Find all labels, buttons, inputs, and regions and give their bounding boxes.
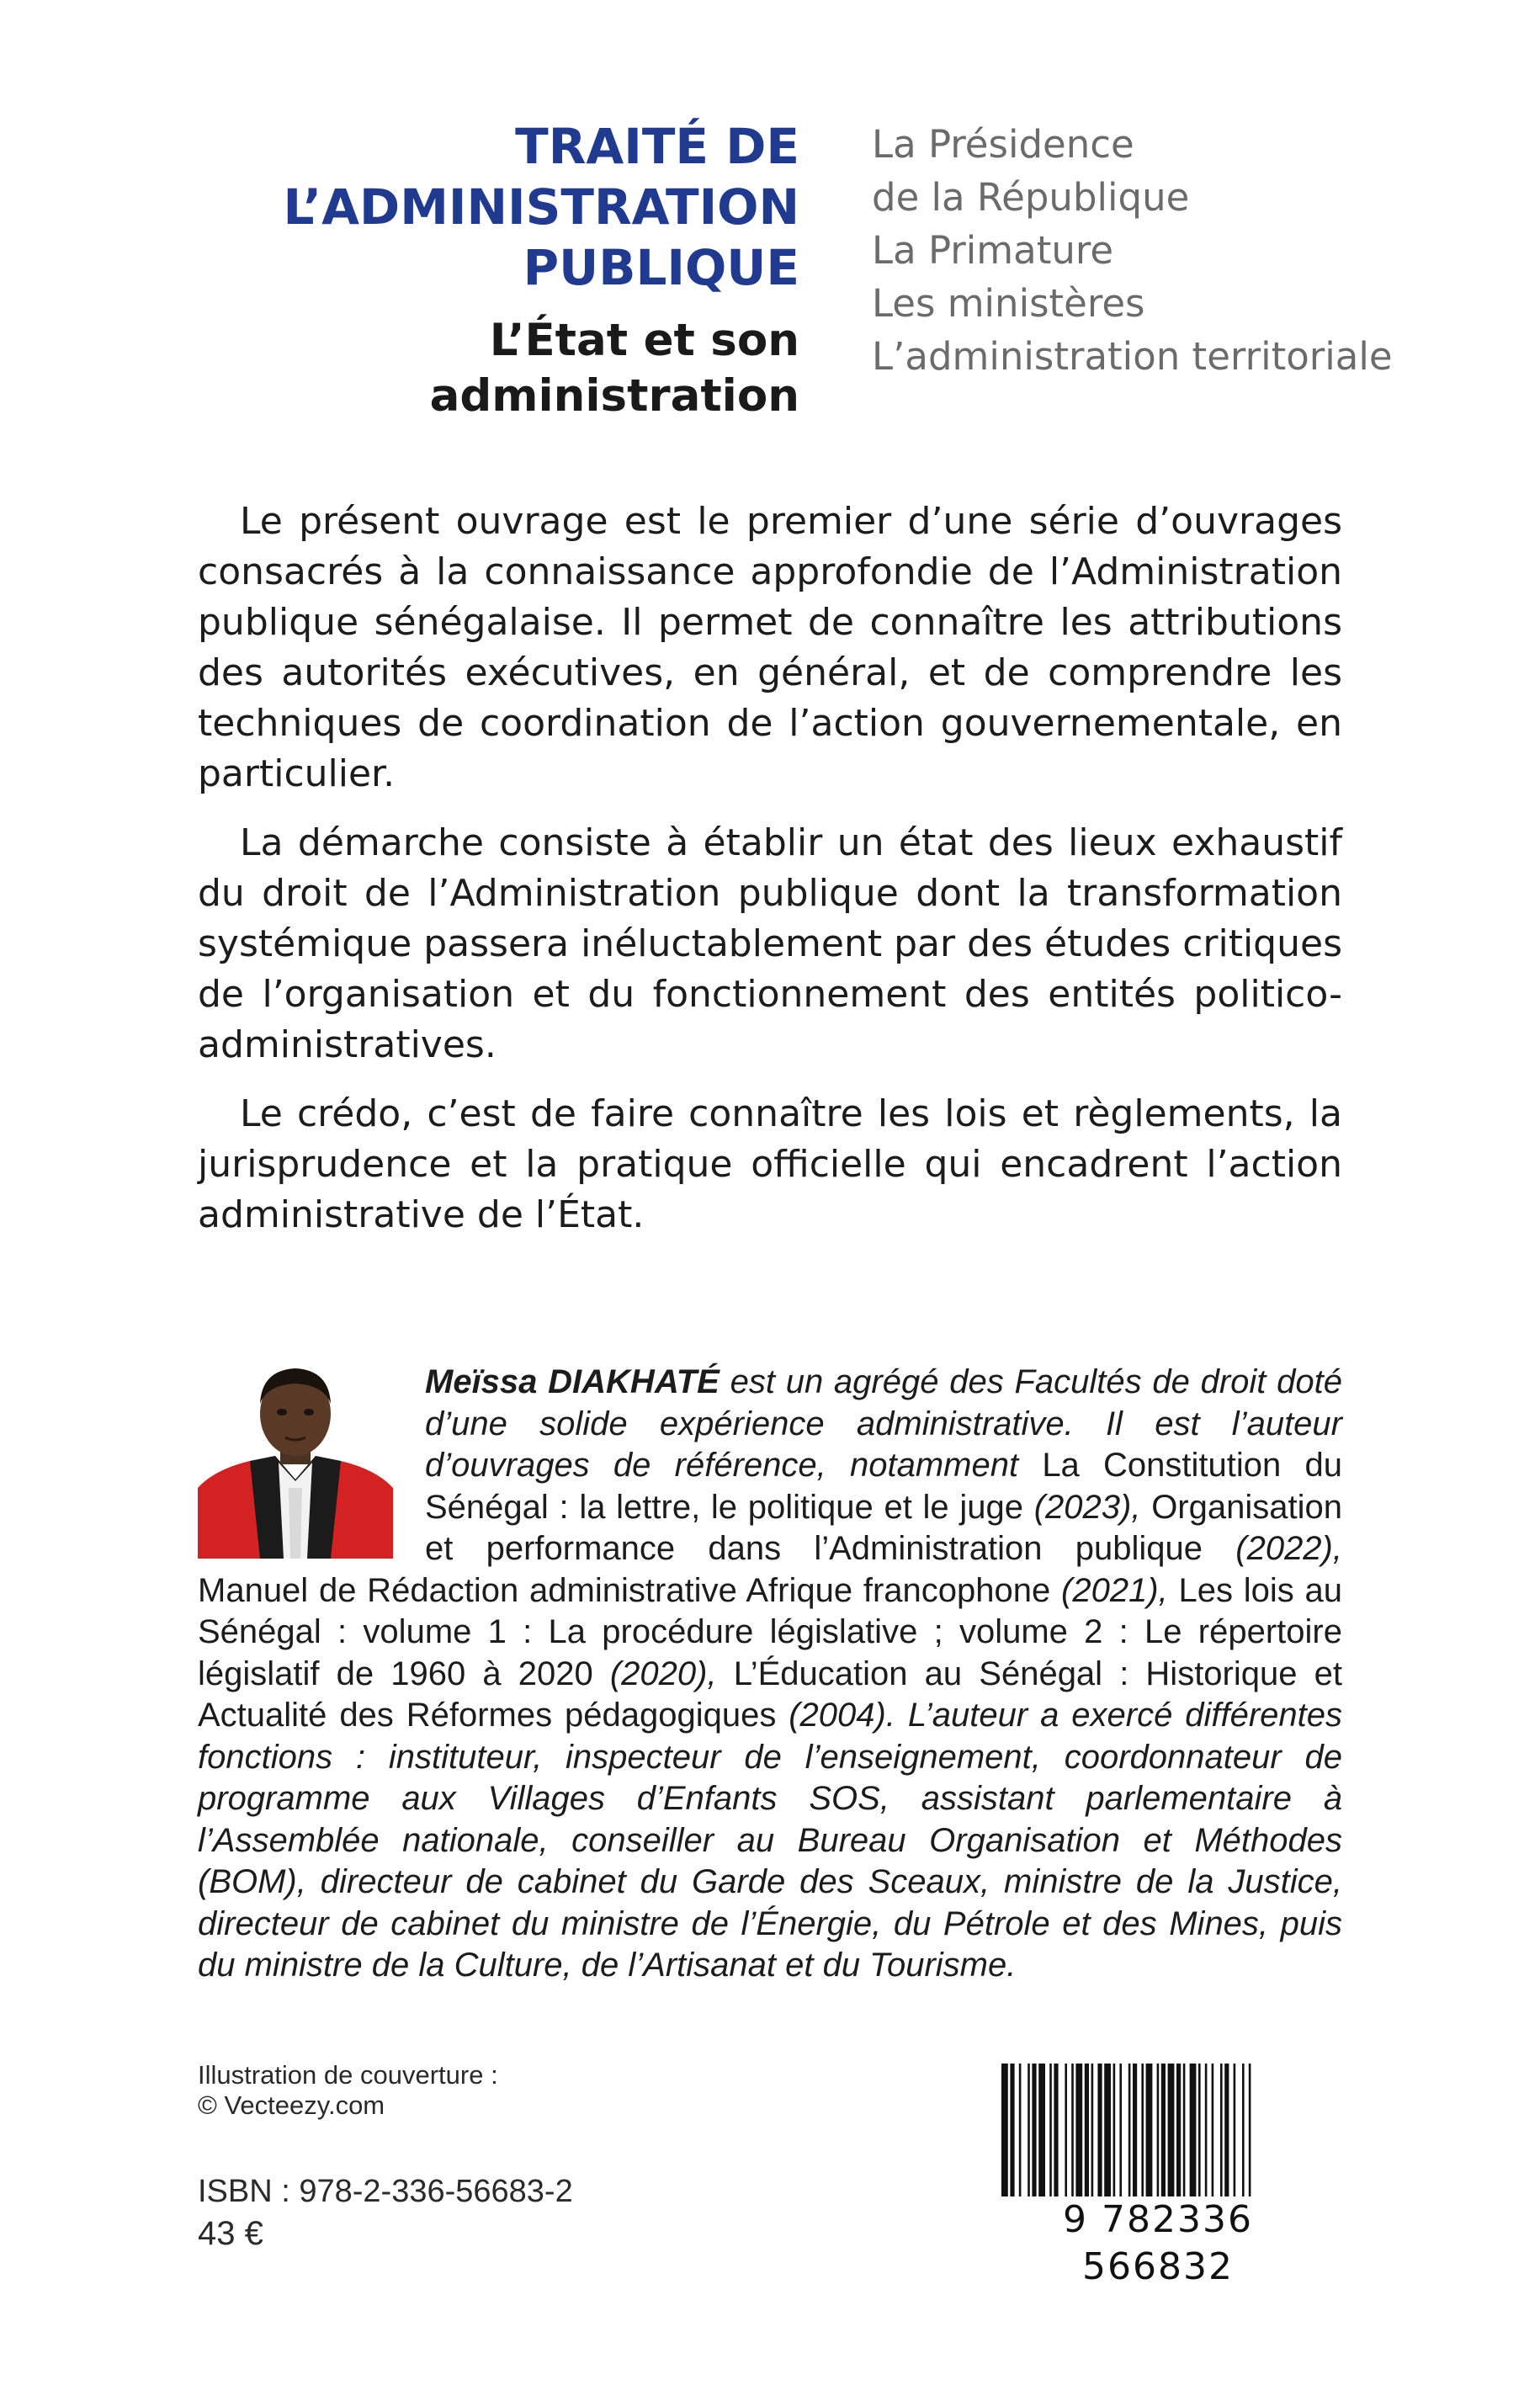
footer-info xyxy=(198,2060,703,2255)
topic-item: La Primature xyxy=(872,228,1114,273)
price: 43 € xyxy=(198,2215,263,2252)
bio-text: est un agrégé des Facultés de droit doté d’une solide expérience administrative. Il est l’auteur d’ouvrages de référence, notamment xyxy=(425,1363,1342,1484)
work-title: Les lois au Sénégal : volume 1 : La procédure législative ; volume 2 : Le répertoire législatif de 1960 à 2020 xyxy=(198,1571,1343,1692)
author-name: Meïssa DIAKHATÉ xyxy=(425,1363,720,1400)
work-year: (2004). xyxy=(789,1697,895,1734)
author-photo xyxy=(198,1362,393,1559)
illustration-credit-source: © Vecteezy.com xyxy=(198,2090,385,2120)
title-block xyxy=(194,116,799,424)
topic-item: Les ministères xyxy=(872,281,1145,326)
work-year: (2022), xyxy=(1235,1530,1342,1567)
topics-list xyxy=(872,118,1511,383)
work-title: L’Éducation au Sénégal : Historique et Actualité des Réformes pédagogiques xyxy=(198,1655,1342,1734)
isbn: ISBN : 978-2-336-56683-2 xyxy=(198,2174,573,2209)
book-title xyxy=(194,116,799,298)
book-subtitle: L’État et son administration xyxy=(429,315,799,422)
title-line: PUBLIQUE xyxy=(523,239,799,296)
work-title: La Constitution du Sénégal : la lettre, le politique et le juge xyxy=(425,1447,1342,1526)
work-year: (2021), xyxy=(1061,1571,1168,1609)
bio-text: L’auteur a exercé différentes fonctions : instituteur, inspecteur de l’enseignement, coordonnateur de programme aux Villages d’Enfants SOS, assistant parlementaire à l’Assemblée nationale, conseiller au Bureau Organisation et Méthodes (BOM), directeur de cabinet du Garde des Sceaux, ministre de la Justice, directeur de cabinet du ministre de l’Énergie, du Pétrole et des Mines, puis du ministre de la Culture, de l’Artisanat et du Tourisme. xyxy=(198,1697,1342,1984)
topic-item: La Présidence xyxy=(872,122,1134,167)
description-paragraph: La démarche consiste à établir un état des lieux exhaustif du droit de l’Administration publique dont la transformation systémique passera inéluctablement par des études critiques de l’organisation et du fonctionnement des entités politico-administratives. xyxy=(198,821,1342,1066)
work-title: Manuel de Rédaction administrative Afrique francophone xyxy=(198,1571,1061,1609)
title-line: L’ADMINISTRATION xyxy=(283,178,799,236)
description-paragraph: Le présent ouvrage est le premier d’une série d’ouvrages consacrés à la connaissance approfondie de l’Administration publique sénégalaise. Il permet de connaître les attributions des autorités exécutives, en général, et de comprendre les techniques de coordination de l’action gouvernementale, en particulier. xyxy=(198,500,1342,795)
description-paragraph: Le crédo, c’est de faire connaître les lois et règlements, la jurisprudence et la pratique officielle qui encadrent l’action administrative de l’État. xyxy=(198,1092,1342,1236)
topic-item: de la République xyxy=(872,175,1190,220)
author-portrait-image xyxy=(198,1362,393,1559)
barcode-digits: 9 782336 566832 xyxy=(981,2196,1335,2291)
illustration-credit: Illustration de couverture : xyxy=(198,2060,498,2090)
description xyxy=(198,497,1342,1259)
work-title: Organisation et performance dans l’Administration publique xyxy=(425,1488,1342,1567)
work-year: (2023), xyxy=(1033,1488,1141,1526)
topic-item: L’administration territoriale xyxy=(872,334,1393,379)
title-line: TRAITÉ DE xyxy=(515,118,799,175)
work-year: (2020), xyxy=(609,1655,717,1692)
author-section xyxy=(198,1362,1342,1987)
